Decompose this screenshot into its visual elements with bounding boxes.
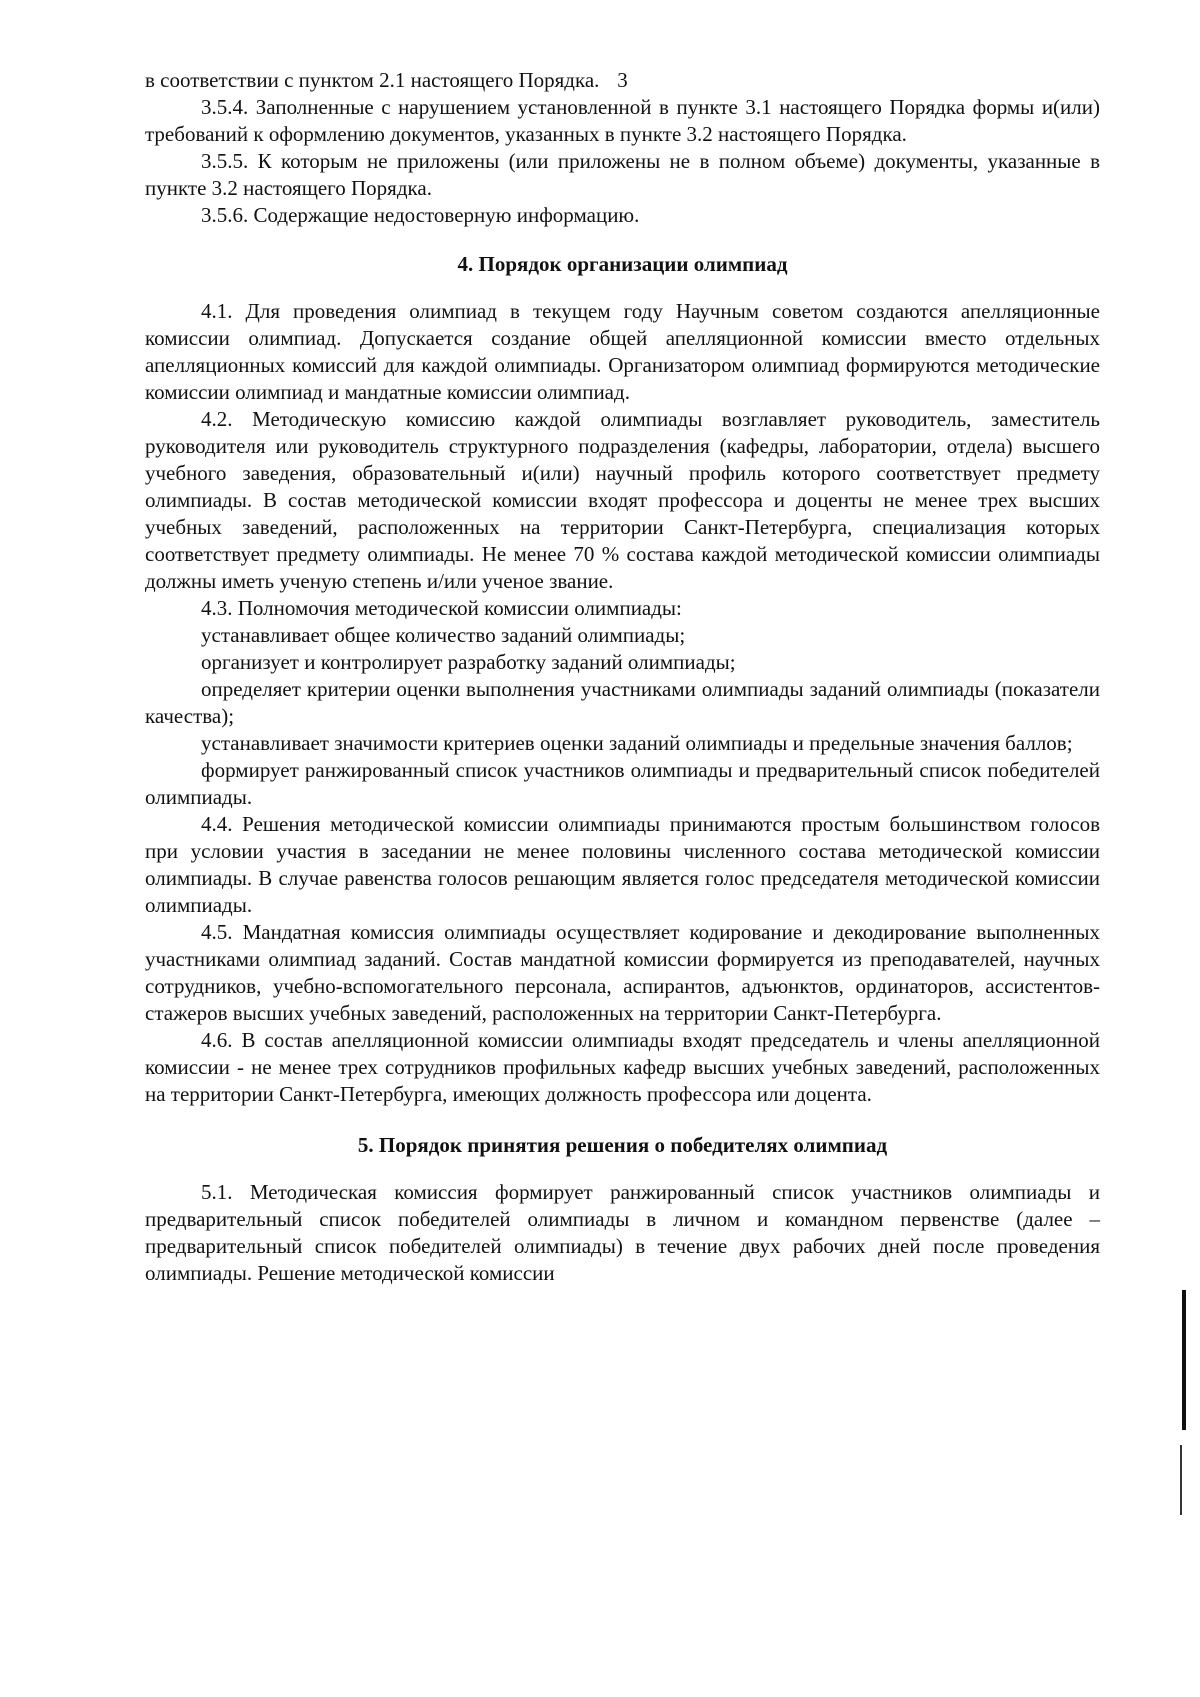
list-item: формирует ранжированный список участников олимпиады и предварительный список победителей олимпиады. [145, 758, 1100, 809]
paragraph: 3.5.4. Заполненные с нарушением установленной в пункте 3.1 настоящего Порядка формы и(или) требований к оформлению документов, указанных в пункте 3.2 настоящего Порядка. [145, 95, 1100, 146]
paragraph: 4.5. Мандатная комиссия олимпиады осуществляет кодирование и декодирование выполненных участниками олимпиад заданий. Состав мандатной комиссии формируется из преподавателей, научных сотрудников, учебно-вспомогательного персонала, аспирантов, адъюнктов, ординаторов, ассистентов-стажеров высших учебных заведений, расположенных на территории Санкт-Петербурга. [145, 920, 1100, 1025]
paragraph: 4.6. В состав апелляционной комиссии олимпиады входят председатель и члены апелляционной комиссии - не менее трех сотрудников профильных кафедр высших учебных заведений, расположенных на территории Санкт-Петербурга, имеющих должность профессора или доцента. [145, 1028, 1100, 1106]
paragraph: в соответствии с пунктом 2.1 настоящего Порядка. [145, 68, 600, 92]
page-number: 3 [617, 68, 628, 92]
scan-edge-mark [1182, 1290, 1186, 1430]
scan-edge-mark [1180, 1445, 1182, 1515]
list-item: организует и контролирует разработку заданий олимпиады; [201, 650, 736, 674]
paragraph: 4.2. Методическую комиссию каждой олимпиады возглавляет руководитель, заместитель руководителя или руководитель структурного подразделения (кафедры, лаборатории, отдела) высшего учебного заведения, образовательный и(или) научный профиль которого соответствует предмету олимпиады. В состав методической комиссии входят профессора и доценты не менее трех высших учебных заведений, расположенных на территории Санкт-Петербурга, специализация которых соответствует предмету олимпиады. Не менее 70 % состава каждой методической комиссии олимпиады должны иметь ученую степень и/или ученое звание. [145, 407, 1100, 593]
paragraph: 3.5.5. К которым не приложены (или приложены не в полном объеме) документы, указанные в пункте 3.2 настоящего Порядка. [145, 149, 1100, 200]
paragraph: 3.5.6. Содержащие недостоверную информацию. [201, 203, 640, 227]
list-item: определяет критерии оценки выполнения участниками олимпиады заданий олимпиады (показатели качества); [145, 677, 1100, 728]
document-page [145, 0, 1100, 1287]
paragraph: 4.4. Решения методической комиссии олимпиады принимаются простым большинством голосов при условии участия в заседании не менее половины численного состава методической комиссии олимпиады. В случае равенства голосов решающим является голос председателя методической комиссии олимпиады. [145, 812, 1100, 917]
paragraph: 5.1. Методическая комиссия формирует ранжированный список участников олимпиады и предварительный список победителей олимпиады в личном и командном первенстве (далее – предварительный список победителей олимпиады) в течение двух рабочих дней после проведения олимпиады. Решение методической комиссии [145, 1180, 1100, 1285]
section-heading: 5. Порядок принятия решения о победителях олимпиад [357, 1133, 888, 1157]
list-item: устанавливает значимости критериев оценки заданий олимпиады и предельные значения баллов; [201, 731, 1073, 755]
paragraph: 4.1. Для проведения олимпиад в текущем году Научным советом создаются апелляционные комиссии олимпиад. Допускается создание общей апелляционной комиссии вместо отдельных апелляционных комиссий для каждой олимпиады. Организатором олимпиад формируются методические комиссии олимпиад и мандатные комиссии олимпиад. [145, 299, 1100, 404]
section-heading: 4. Порядок организации олимпиад [457, 252, 788, 276]
list-item: устанавливает общее количество заданий олимпиады; [201, 623, 686, 647]
paragraph: 4.3. Полномочия методической комиссии олимпиады: [201, 596, 682, 620]
